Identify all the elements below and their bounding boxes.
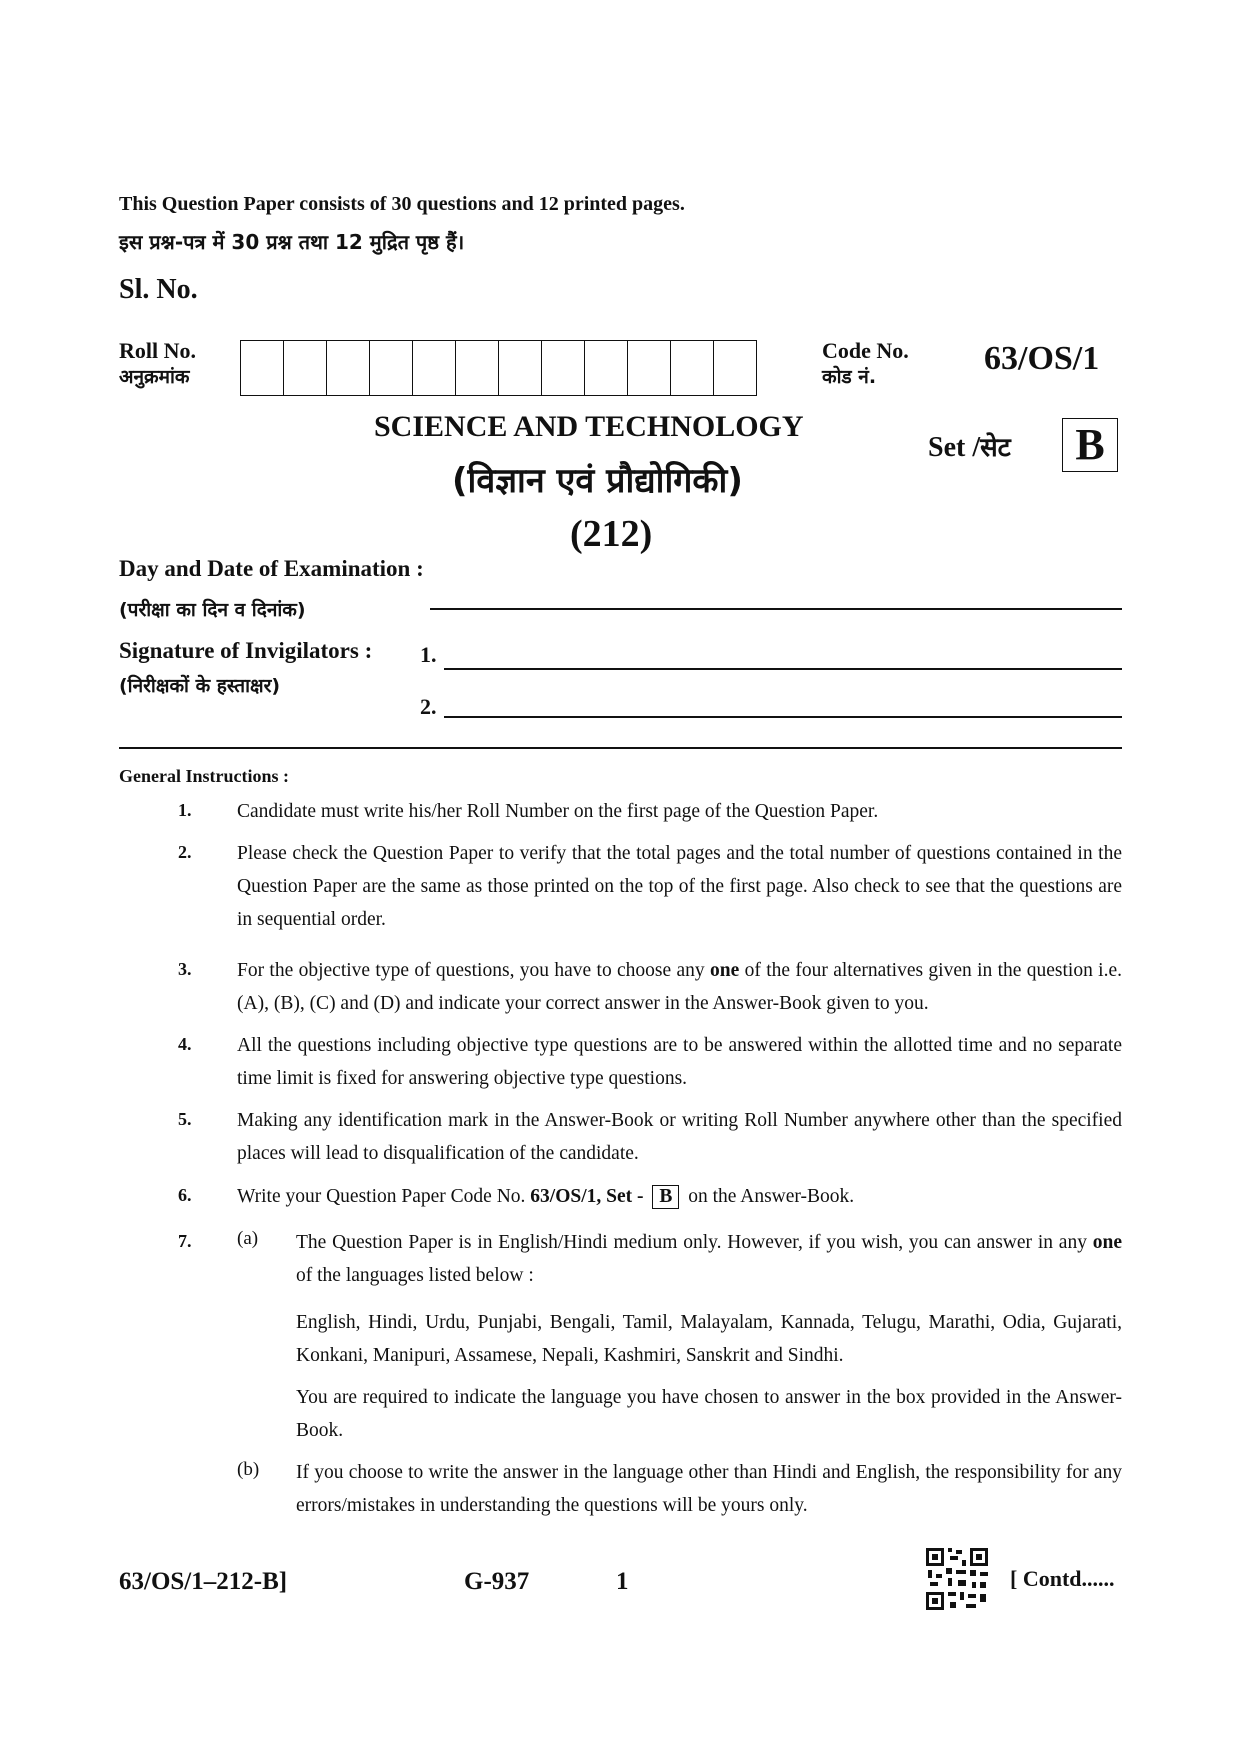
page-number: 1 <box>616 1568 629 1595</box>
footer-g-code: G-937 <box>464 1568 530 1595</box>
sub-instruction-label: (b) <box>237 1459 260 1480</box>
invigilator-signature-label: Signature of Invigilators : <box>119 638 373 663</box>
set-label-en: Set / <box>928 432 981 463</box>
subject-code: (212) <box>570 513 653 555</box>
roll-digit-box[interactable] <box>542 340 585 396</box>
instruction-number: 1. <box>178 800 192 820</box>
serial-number-label: Sl. No. <box>119 274 198 305</box>
roll-digit-box[interactable] <box>413 340 456 396</box>
code-number-value: 63/OS/1 <box>984 340 1100 377</box>
instruction-text-part: of the languages listed below : <box>296 1265 534 1286</box>
roll-digit-box[interactable] <box>284 340 327 396</box>
instruction-text: Making any identification mark in the Answer-Book or writing Roll Number anywhere other than the specified places will lead to disqualification of the candidate. <box>237 1110 1122 1164</box>
instruction-number: 6. <box>178 1185 192 1205</box>
instruction-number: 5. <box>178 1109 192 1129</box>
roll-digit-box[interactable] <box>456 340 499 396</box>
signature-1-number: 1. <box>420 642 437 667</box>
languages-list: English, Hindi, Urdu, Punjabi, Bengali, Tamil, Malayalam, Kannada, Telugu, Marathi, Odia, Gujarati, Konkani, Manipuri, Assamese, Nepali, Kashmiri, Sanskrit and Sindhi. <box>296 1312 1122 1366</box>
section-divider <box>119 747 1122 749</box>
signature-1-field[interactable] <box>444 668 1122 670</box>
instruction-emphasis: 63/OS/1, Set - <box>530 1186 644 1207</box>
exam-date-label: Day and Date of Examination : <box>119 556 424 581</box>
roll-digit-box[interactable] <box>241 340 284 396</box>
instruction-text: All the questions including objective type questions are to be answered within the allotted time and no separate time limit is fixed for answering objective type questions. <box>237 1035 1122 1089</box>
instruction-text <box>237 954 1122 1020</box>
general-instructions-heading: General Instructions : <box>119 766 289 786</box>
exam-date-field[interactable] <box>430 608 1122 610</box>
invigilator-signature-label-hindi: (निरीक्षकों के हस्ताक्षर) <box>119 675 281 697</box>
roll-number-label <box>119 338 196 390</box>
instruction-emphasis: one <box>710 960 740 981</box>
instruction-number: 2. <box>178 842 192 862</box>
roll-label-hi: अनुक्रमांक <box>119 366 190 388</box>
instruction-text <box>237 1180 1122 1213</box>
signature-2-field[interactable] <box>444 716 1122 718</box>
code-number-label <box>822 338 909 390</box>
instruction-number: 4. <box>178 1034 192 1054</box>
continued-label: [ Contd...... <box>1010 1566 1115 1591</box>
set-label <box>928 428 1011 464</box>
instruction-text-part: The Question Paper is in English/Hindi medium only. However, if you wish, you can answer in any <box>296 1232 1093 1253</box>
roll-digit-box[interactable] <box>714 340 757 396</box>
roll-digit-box[interactable] <box>370 340 413 396</box>
signature-2-number: 2. <box>420 694 437 719</box>
roll-digit-box[interactable] <box>628 340 671 396</box>
roll-number-boxes[interactable] <box>240 340 757 396</box>
intro-english: This Question Paper consists of 30 questions and 12 printed pages. <box>119 193 685 215</box>
set-value-box: B <box>1062 418 1118 472</box>
roll-label-en: Roll No. <box>119 338 196 363</box>
code-label-en: Code No. <box>822 338 909 363</box>
exam-date-label-hindi: (परीक्षा का दिन व दिनांक) <box>119 599 306 621</box>
qr-code-icon <box>924 1546 990 1612</box>
language-note: You are required to indicate the language you have chosen to answer in the box provided in the Answer-Book. <box>296 1387 1122 1441</box>
subject-title-hindi: (विज्ञान एवं प्रौद्योगिकी) <box>452 461 743 501</box>
roll-digit-box[interactable] <box>499 340 542 396</box>
code-label-hi: कोड नं. <box>822 366 877 388</box>
sub-instruction-text: If you choose to write the answer in the language other than Hindi and English, the responsibility for any errors/mistakes in understanding the questions will be yours only. <box>296 1462 1122 1516</box>
sub-instruction-label: (a) <box>237 1228 259 1249</box>
roll-digit-box[interactable] <box>585 340 628 396</box>
instruction-text: Please check the Question Paper to verify that the total pages and the total number of questions contained in the Question Paper are the same as those printed on the top of the first page. Also check to see that the questions are in sequential order. <box>237 843 1122 930</box>
instruction-number: 7. <box>178 1231 192 1251</box>
instruction-text: Candidate must write his/her Roll Number on the first page of the Question Paper. <box>237 801 879 822</box>
roll-digit-box[interactable] <box>671 340 714 396</box>
subject-title-english: SCIENCE AND TECHNOLOGY <box>374 410 804 443</box>
roll-digit-box[interactable] <box>327 340 370 396</box>
footer-paper-code: 63/OS/1–212-B] <box>119 1568 288 1595</box>
instruction-emphasis: one <box>1092 1232 1122 1253</box>
sub-instruction-text <box>296 1226 1122 1292</box>
set-label-hi: सेट <box>980 433 1011 463</box>
instruction-text-part: of the four alternatives given in the question i.e. (A), (B), (C) and (D) and indicate your correct answer in the Answer-Book given to you. <box>237 960 1122 1014</box>
intro-hindi: इस प्रश्न-पत्र में 30 प्रश्न तथा 12 मुद्रित पृष्ठ हैं। <box>119 230 465 254</box>
instruction-text-part: Write your Question Paper Code No. <box>237 1186 531 1207</box>
set-inline-box: B <box>652 1185 679 1209</box>
instruction-text-part: on the Answer-Book. <box>683 1186 855 1207</box>
instruction-number: 3. <box>178 959 192 979</box>
instruction-text-part: For the objective type of questions, you have to choose any <box>237 960 711 981</box>
